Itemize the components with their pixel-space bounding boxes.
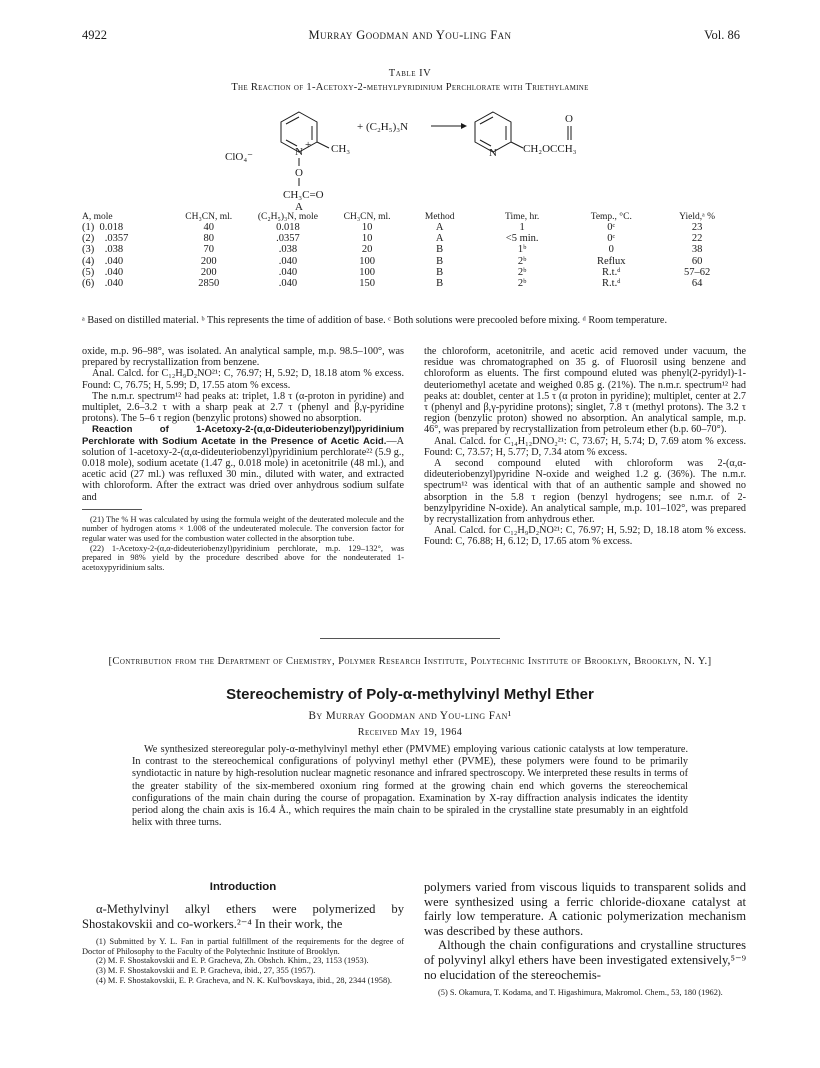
table-cell: 2ᵇ [517,278,527,290]
intro-left-column [82,902,404,985]
table-cell: 10 [361,222,373,233]
footnote: (1) Submitted by Y. L. Fan in partial fulfillment of the requirements for the degree of Doctor of Philosophy to the Faculty of the Polytechnic Institute of Brooklyn. [82,937,404,956]
paragraph-text: —A solution of 1-acetoxy-2-(α,α-dideuteriobenzyl)pyridinium perchlorate²² (5.9 g., 0.018 mole), sodium acetate (1.47 g., 0.018 mole) in acetonitrile (48 ml.), and acetic acid (27 ml.) was refluxed 30 min., diluted with water, and extracted with chloroform. After the extract was dried over anhydrous sodium sulfate and [82,435,404,503]
col-header: Method [424,212,455,222]
col-header: A, mole [82,212,113,222]
ch3-label: CH₃ [331,143,351,155]
oxygen-label: O [295,167,303,179]
table-title: The Reaction of 1-Acetoxy-2-methylpyridinium Perchlorate with Triethylamine [231,82,589,93]
table-cell: 20 [361,244,373,256]
table-cell: R.t.ᵈ [602,278,621,290]
contribution-line: [Contribution from the Department of Chemistry, Polymer Research Institute, Polytechnic Institute of Brooklyn, Brooklyn, N. Y.] [108,656,712,667]
footnote-rule [82,509,142,510]
table-cell: B [436,278,444,290]
introduction-heading: Introduction [209,881,277,893]
table-cell: .040 [278,266,298,278]
table-cell: 10 [361,233,373,245]
col-header: Yield,ᵃ % [679,212,715,222]
n-plus-label: N [295,146,303,158]
section-run-in-heading: Reaction of 1-Acetoxy-2-(α,α-Dideuteriobenzyl)pyridinium Perchlorate with Sodium Acetate in the Presence of Acetic Acid. [82,424,404,447]
table-cell: 70 [203,244,214,256]
table-cell: A [435,222,444,233]
table-row [80,222,740,233]
table-row [80,244,740,255]
table-cell: .038 [278,244,298,256]
plus-charge: + [305,139,312,151]
received-date: Received May 19, 1964 [357,727,463,738]
footnotes [82,937,404,985]
left-column [82,346,404,572]
table-row [80,278,740,289]
table-cell: 200 [200,255,217,267]
article-title: Stereochemistry of Poly-α-methylvinyl Methyl Ether [226,686,594,703]
table-cell: .0357 [276,233,300,245]
footnotes [424,988,746,998]
table-cell: 0.018 [276,222,300,233]
carbonyl-o-label: O [565,113,573,125]
footnote: (22) 1-Acetoxy-2-(α,α-dideuteriobenzyl)pyridinium perchlorate, m.p. 129–132°, was prepared in 98% yield by the procedure described above for the nondeuterated 1-acetoxypyridinium salts. [82,543,404,572]
volume-label: Vol. 86 [704,28,740,42]
paragraph: oxide, m.p. 96–98°, was isolated. An analytical sample, m.p. 98.5–100°, was prepared by recrystallization from benzene. [82,346,404,369]
footnote: (21) The % H was calculated by using the formula weight of the deuterated molecule and the number of hydrogen atoms × 1.008 of the undeuterated molecule. The conversion factor for regular water was used for the combustion water collected in the absorption tube. [82,514,404,544]
table-cell: 0 [608,244,614,256]
table-cell: 60 [691,255,703,267]
table-cell: 22 [691,233,703,245]
paragraph: the chloroform, acetonitrile, and acetic acid removed under vacuum, the residue was chromatographed on 35 g. of Fluorosil using benzene and chloroform as eluents. The first compound eluted was phenyl(2-pyridyl)-1-deuteriomethyl acetate and weighed 0.85 g. (21%). The n.m.r. spectrum¹² had peaks at: doublet, center at 1.5 τ (α proton in pyridine); multiplet, center at 2.7 τ (phenyl and β,γ-pyridine protons); singlet, 7.8 τ (methyl protons). The 3.2 τ region (benzylic proton) showed no absorption. An analytical sample, m.p. 46°, was prepared by recrystallization from petroleum ether (b.p. 60–70°). [424,346,746,436]
table-cell: 57–62 [683,266,711,278]
table-cell: 1ᵇ [517,244,527,256]
table-cell: 100 [359,266,375,278]
table-header-row [80,212,740,222]
table-cell: .040 [278,278,298,290]
table-label: Table IV [388,68,432,79]
table-cell: .040 [278,255,298,267]
table-cell: 0ᶜ [607,233,616,245]
paragraph: Anal. Calcd. for C₁₂H₉D₂NO²¹: C, 76.97; H, 5.92; D, 18.18 atom % excess. Found: C, 76.75; H, 5.99; D, 17.55 atom % excess. [82,368,404,391]
table-cell: A [435,233,444,245]
table-cell: Reflux [596,255,626,267]
table-row [80,256,740,267]
table-cell: (6) .040 [82,278,124,290]
table-cell: B [436,244,444,256]
paragraph: A second compound eluted with chloroform was 2-(α,α-dideuteriobenzyl)pyridine N-oxide and weighed 1.2 g. (36%). The n.m.r. spectrum¹² was identical with that of an authentic sample and showed no absorption in the 5.8 τ region (benzyl hydrogens; see n.m.r. of 2-benzylpyridine N-oxide). An analytical sample, m.p. 101–102°, was prepared by recrystallization from anhydrous ether. [424,458,746,526]
data-table [80,212,740,289]
table-cell: (1) 0.018 [82,222,124,233]
table-cell: B [436,255,444,267]
table-row [80,267,740,278]
footnote: (2) M. F. Shostakovskii and E. P. Gracheva, Zh. Obshch. Khim., 23, 1153 (1953). [96,956,369,966]
table-cell: B [436,266,444,278]
page-number: 4922 [82,28,107,42]
table-cell: (3) .038 [82,244,124,256]
table-cell: (2) .0357 [82,233,129,245]
col-header: Time, hr. [505,212,540,222]
table-cell: 2ᵇ [517,266,527,278]
paragraph: α-Methylvinyl alkyl ethers were polymerized by Shostakovskii and co-workers.²⁻⁴ In their work, the [82,902,404,931]
reaction-arrow [461,123,467,129]
table-cell: <5 min. [505,233,539,245]
table-cell: 2850 [198,278,220,290]
table-cell: 80 [203,233,214,245]
paragraph: The n.m.r. spectrum¹² had peaks at: triplet, 1.8 τ (α-proton in pyridine) and multiplet, 2.6–3.2 τ with a sharp peak at 2.7 τ (phenyl and β,γ-pyridine protons). The 5–6 τ region (benzylic protons) showed no absorption. [82,390,404,425]
footnote: (4) M. F. Shostakovskii, E. P. Gracheva, and N. K. Kul'bovskaya, ibid., 28, 2344 (1958). [96,975,393,985]
table-cell: 2ᵇ [517,255,527,267]
table-footnotes: ᵃ Based on distilled material. ᵇ This represents the time of addition of base. ᶜ Both solutions were precooled before mixing. ᵈ Room temperature. [82,315,668,326]
table-cell: R.t.ᵈ [602,266,621,278]
section-divider [320,638,500,639]
byline: By Murray Goodman and You-ling Fan¹ [308,710,512,722]
paragraph: Anal. Calcd. for C₁₄H₁₂DNO₂²¹: C, 73.67; H, 5.74; D, 7.69 atom % excess. Found: C, 73.57; H, 5.77; D, 7.34 atom % excess. [424,435,746,458]
table-cell: 23 [691,222,703,233]
table-cell: 150 [359,278,375,290]
col-header: CH₃CN, ml. [343,212,391,222]
table-cell: (4) .040 [82,255,124,267]
footnote: (5) S. Okamura, T. Kodama, and T. Higashimura, Makromol. Chem., 53, 180 (1962). [438,988,723,998]
triethylamine-label: + (C₂H₅)₃N [357,121,409,133]
paragraph: polymers varied from viscous liquids to transparent solids and were synthesized using a ferric chloride-dioxane catalyst at fairly low temperature. A cationic polymerization mechanism was described by these authors. [424,880,746,938]
product-n-label: N [489,147,497,159]
col-header: (C₂H₅)₃N, mole [257,212,318,222]
table-row [80,233,740,244]
perchlorate-label: ClO₄⁻ [225,151,253,163]
product-chain-label: CH₂OCCH₃ [523,143,577,155]
footnote: (3) M. F. Shostakovskii and E. P. Gracheva, ibid., 27, 355 (1957). [96,965,316,975]
running-title: Murray Goodman and You-ling Fan [308,28,512,42]
intro-right-column [424,880,746,998]
table-cell: 1 [519,222,525,233]
footnotes [82,515,404,573]
table-cell: 40 [203,222,214,233]
right-column [424,346,746,548]
paragraph [82,424,404,502]
col-header: Temp., °C. [590,212,632,222]
table-cell: 38 [691,244,703,256]
reaction-scheme [195,98,615,210]
compound-a-label: A [295,201,303,210]
acetyl-label: CH₃C=O [283,189,324,201]
col-header: CH₃CN, ml. [185,212,233,222]
paragraph: Although the chain configurations and crystalline structures of polyvinyl alkyl ethers have been investigated extensively,⁵⁻⁹ no elucidation of the stereochemis- [424,938,746,982]
abstract-text: We synthesized stereoregular poly-α-methylvinyl methyl ether (PMVME) employing various cationic catalysts at low temperature. In contrast to the stereochemical configurations of polyvinyl methyl ether (PVME), these polymers were found to be primarily syndiotactic in nature by high-resolution nuclear magnetic resonance and infrared spectroscopy. We interpreted these results in terms of the greater stability of the six-membered oxonium ring formed at the growing chain end which governs the stereochemical configurations of the main chain during the course of propagation. Examination by X-ray diffraction analysis indicates the identity period along the chain axis is 16.4 Å., which requires the main chain to be spiraled in the crystalline state presumably in an eightfold helix with three turns. [132,744,688,829]
table-cell: 64 [691,278,703,290]
abstract [132,744,688,829]
table-cell: 100 [359,255,375,267]
table-cell: 200 [200,266,217,278]
table-cell: 0ᶜ [607,222,616,233]
table-cell: (5) .040 [82,266,124,278]
paragraph: Anal. Calcd. for C₁₂H₉D₂NO²¹: C, 76.97; H, 5.92; D, 18.18 atom % excess. Found: C, 76.88; H, 6.12; D, 17.65 atom % excess. [424,525,746,548]
